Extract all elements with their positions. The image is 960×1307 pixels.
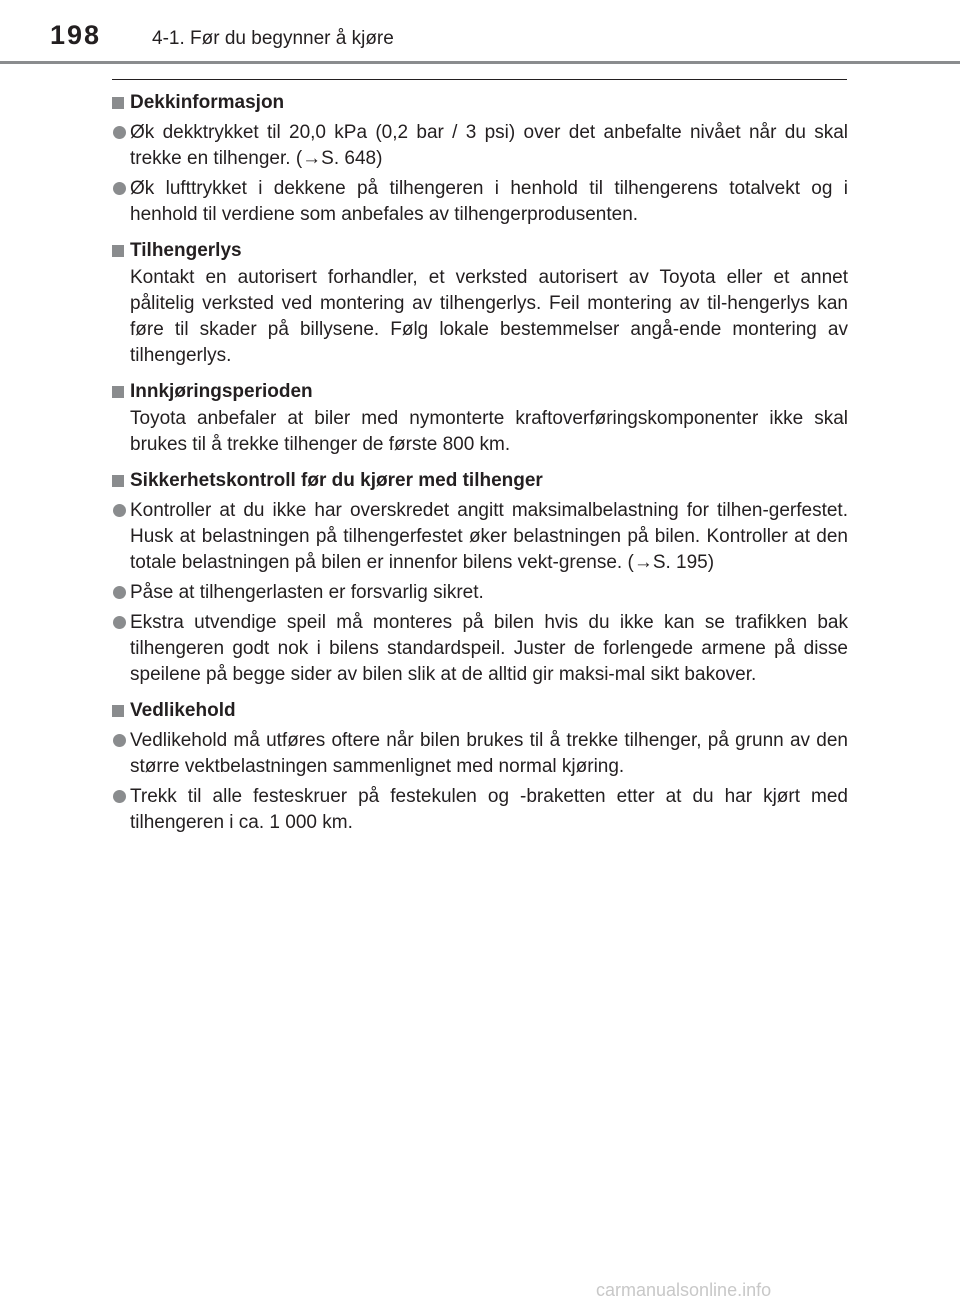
section-heading-text: Vedlikehold bbox=[130, 700, 236, 721]
section-heading-text: Tilhengerlys bbox=[130, 240, 242, 261]
section-heading bbox=[112, 90, 848, 116]
circle-bullet-icon bbox=[113, 504, 126, 517]
section-heading bbox=[112, 468, 848, 494]
list-item-text: Påse at tilhengerlasten er forsvarlig sikret. bbox=[130, 582, 484, 603]
list-item-text: Øk dekktrykket til 20,0 kPa (0,2 bar / 3 psi) over det anbefalte nivået når du skal trekke en tilhenger. (→S. 648) bbox=[130, 122, 848, 169]
section-title: 4-1. Før du begynner å kjøre bbox=[152, 28, 394, 49]
header-rule bbox=[0, 61, 960, 64]
section-tilhengerlys bbox=[112, 238, 848, 369]
list-item bbox=[112, 176, 848, 228]
section-heading bbox=[112, 698, 848, 724]
section-paragraph: Toyota anbefaler at biler med nymonterte kraftoverføringskomponenter ikke skal brukes til å trekke tilhenger de første 800 km. bbox=[130, 408, 848, 455]
section-paragraph: Kontakt en autorisert forhandler, et verksted autorisert av Toyota eller et annet pålitelig verksted ved montering av tilhengerlys. Feil montering av til-hengerlys kan føre til skader på billysene. Følg lokale bestemmelser angå-ende montering av tilhengerlys. bbox=[130, 267, 848, 366]
list-item bbox=[112, 728, 848, 780]
section-heading bbox=[112, 379, 848, 405]
content-body bbox=[112, 90, 848, 836]
circle-bullet-icon bbox=[113, 790, 126, 803]
circle-bullet-icon bbox=[113, 616, 126, 629]
list-item-text: Ekstra utvendige speil må monteres på bilen hvis du ikke kan se trafikken bak tilhengeren godt nok i bilens standardspeil. Juster de forlengede armene på disse speilene på begge sider av bilen slik at de alltid gir maksi-mal sikt bakover. bbox=[130, 612, 848, 685]
section-heading bbox=[112, 238, 848, 264]
section-heading-text: Dekkinformasjon bbox=[130, 92, 285, 113]
section-heading-text: Sikkerhetskontroll før du kjører med tilhenger bbox=[130, 470, 543, 491]
section-dekkinformasjon bbox=[112, 90, 848, 228]
list-item-text: Trekk til alle festeskruer på festekulen og -braketten etter at du har kjørt med tilhengeren i ca. 1 000 km. bbox=[130, 786, 848, 833]
circle-bullet-icon bbox=[113, 734, 126, 747]
circle-bullet-icon bbox=[113, 126, 126, 139]
circle-bullet-icon bbox=[113, 586, 126, 599]
list-item bbox=[112, 498, 848, 576]
section-innkjoringsperioden bbox=[112, 379, 848, 458]
list-item bbox=[112, 784, 848, 836]
square-bullet-icon bbox=[112, 475, 124, 487]
list-item-text: Øk lufttrykket i dekkene på tilhengeren i henhold til tilhengerens totalvekt og i henhold til verdiene som anbefales av tilhengerprodusenten. bbox=[130, 178, 848, 225]
square-bullet-icon bbox=[112, 386, 124, 398]
square-bullet-icon bbox=[112, 245, 124, 257]
list-item bbox=[112, 610, 848, 688]
list-item bbox=[112, 580, 848, 606]
page-header bbox=[0, 0, 960, 64]
section-vedlikehold bbox=[112, 698, 848, 836]
circle-bullet-icon bbox=[113, 182, 126, 195]
section-sikkerhetskontroll bbox=[112, 468, 848, 688]
square-bullet-icon bbox=[112, 705, 124, 717]
content-top-rule bbox=[112, 79, 847, 80]
section-heading-text: Innkjøringsperioden bbox=[130, 381, 313, 402]
square-bullet-icon bbox=[112, 97, 124, 109]
list-item-text: Vedlikehold må utføres oftere når bilen brukes til å trekke tilhenger, på grunn av den større vektbelastningen sammenlignet med normal kjøring. bbox=[130, 730, 848, 777]
watermark-link[interactable]: carmanualsonline.info bbox=[596, 1280, 772, 1300]
page-number: 198 bbox=[50, 20, 102, 50]
list-item-text: Kontroller at du ikke har overskredet angitt maksimalbelastning for tilhen-gerfestet. Husk at belastningen på tilhengerfestet øker belastningen på bilen. Kontroller at den totale belastningen på bilen er innenfor bilens vekt-grense. (→S. 195) bbox=[130, 500, 848, 573]
list-item bbox=[112, 120, 848, 172]
